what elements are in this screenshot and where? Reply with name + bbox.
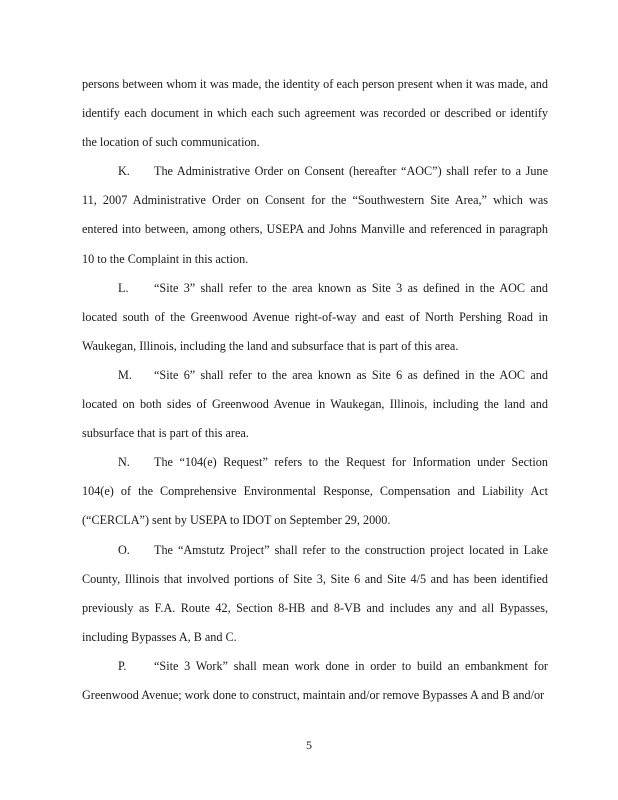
paragraph-continuation bbox=[82, 70, 548, 157]
paragraph-text: The Administrative Order on Consent (hereafter “AOC”) shall refer to a June 11, 2007 Administrative Order on Consent for the “Southwestern Site Area,” which was entered into between, among others, USEPA and Johns Manville and referenced in paragraph 10 to the Complaint in this action. bbox=[82, 164, 548, 266]
paragraph-k bbox=[82, 157, 548, 273]
paragraph-letter: O. bbox=[118, 542, 130, 557]
paragraph-letter: P. bbox=[118, 658, 127, 673]
paragraph-letter: M. bbox=[118, 367, 132, 382]
paragraph-text: “Site 3” shall refer to the area known as Site 3 as defined in the AOC and located south of the Greenwood Avenue right-of-way and east of North Pershing Road in Waukegan, Illinois, including the land and subsurface that is part of this area. bbox=[82, 280, 548, 353]
paragraph-o bbox=[82, 536, 548, 652]
paragraph-l bbox=[82, 274, 548, 361]
paragraph-text: “Site 6” shall refer to the area known as Site 6 as defined in the AOC and located on both sides of Greenwood Avenue in Waukegan, Illinois, including the land and subsurface that is part of this area. bbox=[82, 367, 548, 441]
paragraph-text: “Site 3 Work” shall mean work done in order to build an embankment for Greenwood Avenue; work done to construct, maintain and/or remove Bypasses A and B and/or bbox=[82, 658, 548, 702]
document-body bbox=[82, 70, 548, 710]
paragraph-text: persons between whom it was made, the identity of each person present when it was made, and identify each document in which each such agreement was recorded or described or identify the location of such communication. bbox=[82, 77, 548, 150]
paragraph-p bbox=[82, 652, 548, 710]
paragraph-m bbox=[82, 361, 548, 448]
paragraph-letter: K. bbox=[118, 164, 130, 179]
paragraph-text: The “Amstutz Project” shall refer to the construction project located in Lake County, Illinois that involved portions of Site 3, Site 6 and Site 4/5 and has been identified previously as F.A. Route 42, Section 8-HB and 8-VB and includes any and all Bypasses, including Bypasses A, B and C. bbox=[82, 542, 548, 644]
page-number: 5 bbox=[306, 738, 312, 752]
paragraph-letter: N. bbox=[118, 455, 130, 470]
paragraph-text: The “104(e) Request” refers to the Request for Information under Section 104(e) of the Comprehensive Environmental Response, Compensation and Liability Act (“CERCLA”) sent by USEPA to IDOT on September 29, 2000. bbox=[82, 455, 548, 528]
paragraph-letter: L. bbox=[118, 280, 129, 295]
paragraph-n bbox=[82, 448, 548, 535]
